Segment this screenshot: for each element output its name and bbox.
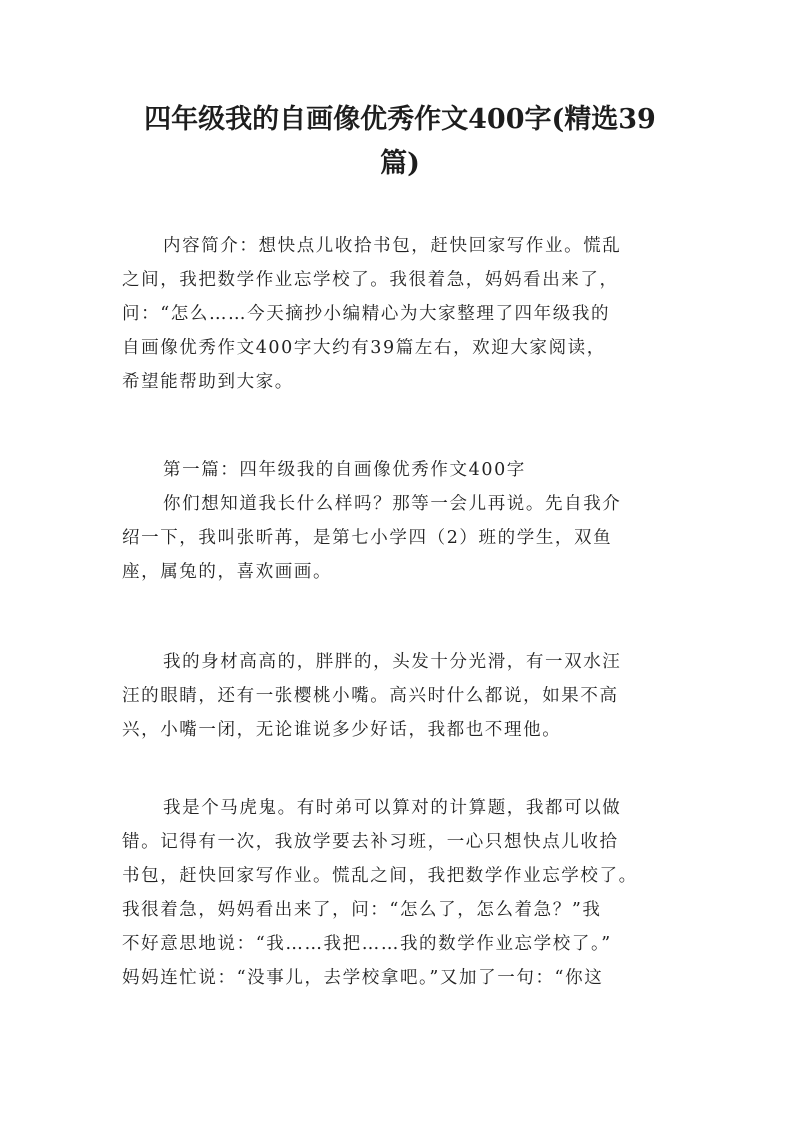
text-line: 兴，小嘴一闭，无论谁说多少好话，我都也不理他。 xyxy=(122,720,562,740)
body-paragraph xyxy=(122,645,682,747)
text-line: 我的身材高高的，胖胖的，头发十分光滑，有一双水汪 xyxy=(163,652,622,672)
title-line: 四年级我的自画像优秀作文400字(精选39 xyxy=(144,104,656,135)
summary-paragraph xyxy=(122,229,682,399)
text-line: 汪的眼睛，还有一张樱桃小嘴。高兴时什么都说，如果不高 xyxy=(122,686,619,706)
document-title xyxy=(108,98,692,186)
text-line: 座，属兔的，喜欢画画。 xyxy=(122,562,333,582)
text-line: 妈妈连忙说：“没事儿，去学校拿吧。”又加了一句：“你这 xyxy=(122,968,604,988)
text-line: 绍一下，我叫张昕苒，是第七小学四（2）班的学生，双鱼 xyxy=(122,528,613,548)
text-line: 书包，赶快回家写作业。慌乱之间，我把数学作业忘学校了。 xyxy=(122,866,638,886)
text-line: 不好意思地说：“我……我把……我的数学作业忘学校了。” xyxy=(122,934,612,954)
text-line: 内容简介：想快点儿收拾书包，赶快回家写作业。慌乱 xyxy=(163,236,622,256)
body-paragraph xyxy=(122,791,682,995)
text-line: 你们想知道我长什么样吗？那等一会儿再说。先自我介 xyxy=(163,494,622,514)
essay-heading: 第一篇：四年级我的自画像优秀作文400字 xyxy=(163,460,526,480)
text-line: 问：“怎么……今天摘抄小编精心为大家整理了四年级我的 xyxy=(122,304,611,324)
text-line: 之间，我把数学作业忘学校了。我很着急，妈妈看出来了， xyxy=(122,270,619,290)
title-line: 篇) xyxy=(380,148,420,179)
text-line: 我很着急，妈妈看出来了，问：“怎么了，怎么着急？”我 xyxy=(122,900,602,920)
text-line: 自画像优秀作文400字大约有39篇左右，欢迎大家阅读， xyxy=(122,338,606,358)
text-line: 我是个马虎鬼。有时弟可以算对的计算题，我都可以做 xyxy=(163,798,622,818)
text-line: 希望能帮助到大家。 xyxy=(122,372,294,392)
text-line: 错。记得有一次，我放学要去补习班，一心只想快点儿收拾 xyxy=(122,832,619,852)
essay-intro-paragraph xyxy=(122,453,682,589)
